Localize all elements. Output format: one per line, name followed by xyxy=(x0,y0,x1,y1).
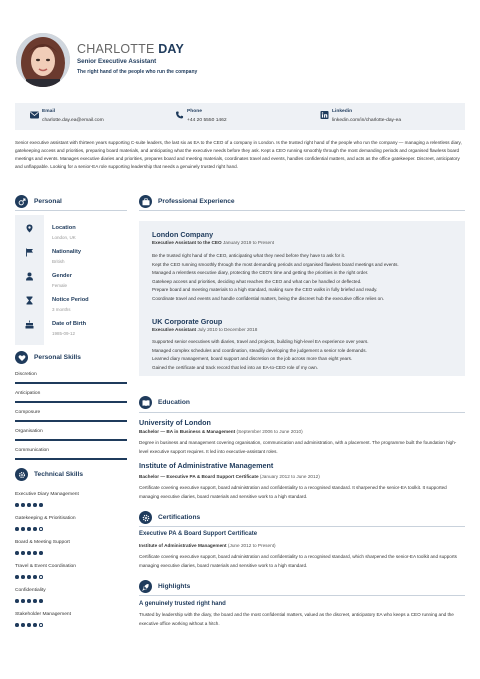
personal-skill-item xyxy=(15,448,127,453)
personal-item-nationality xyxy=(15,241,127,265)
job-bullet: Prepare board and meeting materials to a high standard, making sure the CEO walks in fully briefed and ready. xyxy=(152,287,378,292)
certifications-title: Certifications xyxy=(158,514,201,521)
skill-name: Board & Meeting Support xyxy=(15,540,70,545)
book-icon xyxy=(139,396,152,409)
job-bullet: Be the trusted right hand of the CEO, anticipating what they need before they have to ask for it. xyxy=(152,253,346,258)
briefcase-icon xyxy=(139,195,152,208)
rating-dot-filled xyxy=(21,599,25,603)
last-name: DAY xyxy=(158,42,185,56)
job-bullet: Kept the CEO running smoothly through the most demanding periods and organised flawless board meetings and events. xyxy=(152,261,399,267)
highlights-title: Highlights xyxy=(158,583,191,590)
first-name: CHARLOTTE xyxy=(77,42,155,56)
personal-label: Gender xyxy=(52,273,72,279)
skill-name: Organisation xyxy=(15,429,43,434)
email-label: Email xyxy=(42,109,56,114)
job-bullet: Managed a relentless executive diary, protecting the CEO's time and getting the priorities in the right order. xyxy=(152,270,369,275)
personal-value: 1985-09-12 xyxy=(52,331,76,336)
rating-dot-filled xyxy=(15,527,19,531)
heart-icon xyxy=(15,351,28,364)
education-description: Certificate covering executive support, board administration and confidentiality to a recognised standard. It sharpened the senior-EA toolkit. It supported managing executive diaries, board materials and sensitive work to a high standard. xyxy=(139,485,447,499)
education-dates: (January 2012 to June 2012) xyxy=(259,474,320,479)
skill-name: Travel & Event Coordination xyxy=(15,564,76,569)
skill-name: Communication xyxy=(15,448,49,453)
skill-rating xyxy=(15,599,43,603)
location-pin-icon xyxy=(25,224,34,233)
rating-dot-filled xyxy=(21,551,25,555)
rating-dot-filled xyxy=(33,623,37,627)
job-dates: July 2010 to December 2018 xyxy=(197,327,258,332)
skill-name: Discretion xyxy=(15,372,37,377)
divider xyxy=(139,526,465,527)
rating-dot-filled xyxy=(15,575,19,579)
education-degree: Bachelor — BA in Business & Management xyxy=(139,429,236,434)
job-bullet: Coordinate travel and events and handle confidential matters, being the discreet hub the executive office relies on. xyxy=(152,295,385,301)
linkedin-icon xyxy=(320,111,329,119)
job-bullet: Supported senior executives with diaries, travel and projects, building high-level EA experience over years. xyxy=(152,339,369,344)
rating-dot-filled xyxy=(27,551,31,555)
certifications-section-header xyxy=(139,511,200,524)
job-role-line xyxy=(152,327,257,332)
skill-name: Stakeholder Management xyxy=(15,612,72,617)
technical-skill-item xyxy=(15,612,127,617)
skill-bar xyxy=(15,458,127,460)
flag-icon xyxy=(25,248,34,257)
linkedin-label: Linkedin xyxy=(332,109,353,114)
skill-rating xyxy=(15,527,43,531)
rating-dot-filled xyxy=(39,599,43,603)
job-bullet: Managed complex schedules and coordination, steadily developing the judgement a senior role demands. xyxy=(152,347,367,353)
company-name: UK Corporate Group xyxy=(152,317,223,326)
skill-bar xyxy=(15,420,127,422)
job-role: Executive Assistant xyxy=(152,327,197,332)
rating-dot-filled xyxy=(15,503,19,507)
rating-dot-empty xyxy=(39,623,43,627)
personal-item-location xyxy=(15,217,127,241)
rating-dot-filled xyxy=(39,503,43,507)
education-school: Institute of Administrative Management xyxy=(139,461,274,470)
rating-dot-filled xyxy=(15,551,19,555)
skill-bar xyxy=(15,439,127,441)
skill-rating xyxy=(15,551,43,555)
rating-dot-filled xyxy=(21,527,25,531)
experience-title: Professional Experience xyxy=(158,198,235,205)
divider xyxy=(139,595,465,596)
skill-name: Gatekeeping & Prioritisation xyxy=(15,516,76,521)
skill-bar xyxy=(15,401,127,403)
education-degree-line xyxy=(139,429,303,434)
technical-skills-title: Technical Skills xyxy=(34,471,83,478)
job-bullet: Gatekeep access and priorities, deciding what reaches the CEO and what can be handled or deflected. xyxy=(152,278,362,284)
cake-icon xyxy=(25,320,34,329)
rating-dot-filled xyxy=(33,599,37,603)
rating-dot-filled xyxy=(15,599,19,603)
personal-skill-item xyxy=(15,410,127,415)
job-bullet: Gained the certificate and track record that led into an EA-to-CEO role of my own. xyxy=(152,364,318,370)
tagline: The right hand of the people who run the company xyxy=(77,69,198,75)
highlight-title: A genuinely trusted right hand xyxy=(139,601,226,607)
personal-item-notice-period xyxy=(15,289,127,313)
personal-value: London, UK xyxy=(52,235,76,240)
job-title: Senior Executive Assistant xyxy=(77,58,157,65)
personal-title: Personal xyxy=(34,198,62,205)
linkedin-value[interactable]: linkedin.com/in/charlotte-day-ea xyxy=(332,118,402,123)
education-description: Degree in business and management covering organisation, communication and administration, with a placement. The programme built the foundation high-level executive support requires. It led into executive-assistant roles. xyxy=(139,440,457,454)
rating-dot-filled xyxy=(15,623,19,627)
skill-rating xyxy=(15,575,43,579)
education-title: Education xyxy=(158,399,190,406)
certification-issuer: Institute of Administrative Management xyxy=(139,543,227,548)
envelope-icon xyxy=(30,111,39,119)
rating-dot-filled xyxy=(21,623,25,627)
certification-name: Executive PA & Board Support Certificate xyxy=(139,531,258,537)
highlight-description: Trusted by leadership with the diary, the board and the most confidential matters, valued as the discreet, anticipatory EA who keeps a CEO running and the executive office working without a hitch. xyxy=(139,612,454,626)
certification-issuer-line xyxy=(139,543,276,548)
rocket-icon xyxy=(139,580,152,593)
skill-name: Composure xyxy=(15,410,41,415)
personal-skills-title: Personal Skills xyxy=(34,354,81,361)
education-school: University of London xyxy=(139,418,211,427)
skill-name: Confidentiality xyxy=(15,588,46,593)
personal-details xyxy=(15,215,127,345)
gears-icon xyxy=(15,468,28,481)
divider xyxy=(139,210,465,211)
profile-summary: Senior executive assistant with thirteen years supporting C-suite leaders, the last six as EA to the CEO of a company in London. Is the trusted right hand of the people who run the company — managing a relentless diary, gatekeeping access and priorities, preparing board materials, and anticipating what the executive needs before they ask. Kept a CEO running smoothly through the most demanding periods and organised flawless board meetings and events. Manages executive diaries and priorities, prepares board and meeting materials, coordinates travel and events, handles confidential matters, and acts as the office gatekeeper. Discreet, anticipatory and unflappable. Looking for a senior-EA role supporting leadership that needs a genuinely trusted right hand. xyxy=(15,140,462,170)
personal-skill-item xyxy=(15,372,127,377)
rating-dot-filled xyxy=(33,503,37,507)
gender-icon xyxy=(15,195,28,208)
certification-description: Certificate covering executive support, board administration and confidentiality to a recognised standard, which sharpened the senior-EA toolkit and supports managing executive diaries, board materials and sensitive work to a high standard. xyxy=(139,554,457,568)
candidate-name xyxy=(77,42,184,56)
rating-dot-filled xyxy=(27,503,31,507)
phone-icon xyxy=(175,111,184,119)
personal-label: Location xyxy=(52,225,76,231)
personal-item-date-of-birth xyxy=(15,313,127,337)
divider xyxy=(15,210,127,211)
skill-rating xyxy=(15,503,43,507)
personal-label: Nationality xyxy=(52,249,82,255)
contact-bar xyxy=(15,103,465,130)
rating-dot-filled xyxy=(39,551,43,555)
education-degree: Bachelor — Executive PA & Board Support Certificate xyxy=(139,474,259,479)
technical-skills-section-header xyxy=(15,468,83,481)
rating-dot-filled xyxy=(21,503,25,507)
personal-skills-section-header xyxy=(15,351,81,364)
rating-dot-filled xyxy=(33,527,37,531)
job-bullet: Learned diary management, board support and discretion on the job across more than eight years. xyxy=(152,356,353,361)
job-role: Executive Assistant to the CEO xyxy=(152,240,222,245)
divider xyxy=(139,412,465,413)
personal-value: 3 months xyxy=(52,307,71,312)
rating-dot-filled xyxy=(27,527,31,531)
skill-bar xyxy=(15,382,127,384)
technical-skill-item xyxy=(15,540,127,545)
rating-dot-filled xyxy=(33,551,37,555)
hourglass-icon xyxy=(25,296,34,305)
personal-skill-item xyxy=(15,391,127,396)
rating-dot-filled xyxy=(21,575,25,579)
rating-dot-filled xyxy=(33,575,37,579)
job-bullets xyxy=(152,338,457,372)
personal-item-gender xyxy=(15,265,127,289)
job-bullets xyxy=(152,252,457,303)
email-value[interactable]: charlotte.day.ea@email.com xyxy=(42,118,104,123)
certification-dates: (June 2012 to Present) xyxy=(227,543,276,548)
rating-dot-filled xyxy=(27,599,31,603)
education-degree-line xyxy=(139,474,320,479)
education-dates: (September 2006 to June 2010) xyxy=(236,429,303,434)
skill-name: Executive Diary Management xyxy=(15,492,79,497)
personal-skill-item xyxy=(15,429,127,434)
technical-skill-item xyxy=(15,516,127,521)
rating-dot-empty xyxy=(39,575,43,579)
technical-skill-item xyxy=(15,492,127,497)
person-icon xyxy=(25,272,34,281)
rating-dot-filled xyxy=(27,623,31,627)
skill-name: Anticipation xyxy=(15,391,41,396)
gear-icon xyxy=(139,511,152,524)
personal-value: Female xyxy=(52,283,68,288)
skill-rating xyxy=(15,623,43,627)
technical-skill-item xyxy=(15,588,127,593)
personal-label: Notice Period xyxy=(52,297,89,303)
technical-skill-item xyxy=(15,564,127,569)
experience-section-header xyxy=(139,195,235,208)
rating-dot-filled xyxy=(27,575,31,579)
profile-photo xyxy=(16,33,70,87)
phone-value[interactable]: +44 20 5550 1462 xyxy=(187,118,227,123)
education-section-header xyxy=(139,396,190,409)
job-dates: January 2019 to Present xyxy=(222,240,275,245)
personal-label: Date of Birth xyxy=(52,321,87,327)
job-role-line xyxy=(152,240,274,245)
personal-value: British xyxy=(52,259,65,264)
rating-dot-empty xyxy=(39,527,43,531)
phone-label: Phone xyxy=(187,109,202,114)
highlights-section-header xyxy=(139,580,190,593)
company-name: London Company xyxy=(152,230,214,239)
personal-section-header xyxy=(15,195,62,208)
